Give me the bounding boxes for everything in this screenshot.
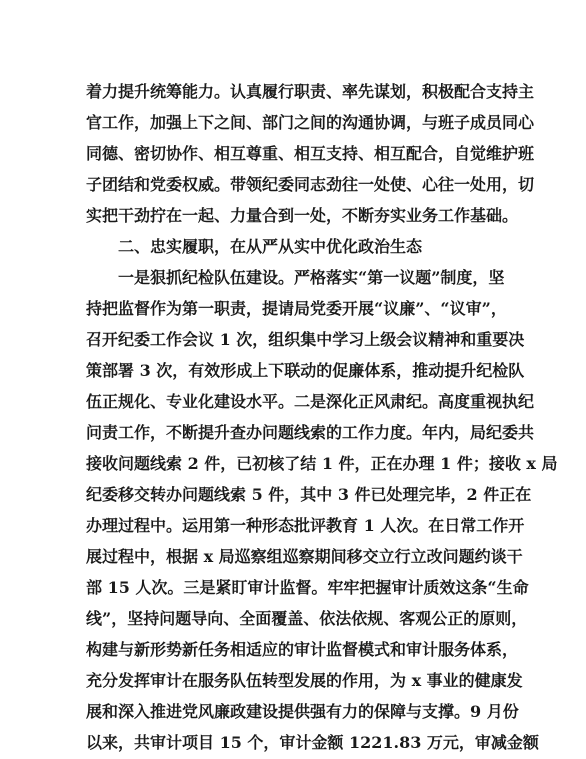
paragraph-1-line-5: 实把干劲拧在一起、力量合到一处，不断夯实业务工作基础。 [86, 206, 519, 225]
paragraph-1-line-2: 官工作，加强上下之间、部门之间的沟通协调，与班子成员同心 [86, 113, 535, 132]
paragraph-2-line-12: 线”，坚持问题导向、全面覆盖、依法依规、客观公正的原则， [86, 609, 528, 628]
paragraph-1-line-3: 同德、密切协作、相互尊重、相互支持、相互配合，自觉维护班 [86, 144, 535, 163]
paragraph-2-line-7: 接收问题线索 2 件，已初核了结 1 件，正在办理 1 件；接收 x 局 [86, 454, 558, 473]
paragraph-2-line-10: 展过程中，根据 x 局巡察组巡察期间移交立行立改问题约谈干 [86, 547, 523, 566]
paragraph-2-line-15: 展和深入推进党风廉政建设提供强有力的保障与支撑。9 月份 [86, 702, 519, 721]
paragraph-2-line-16: 以来，共审计项目 15 个，审计金额 1221.83 万元，审减金额 [86, 733, 539, 752]
paragraph-1-line-4: 子团结和党委权威。带领纪委同志劲往一处使、心往一处用，切 [86, 175, 535, 194]
paragraph-2-line-13: 构建与新形势新任务相适应的审计监督模式和审计服务体系， [86, 640, 519, 659]
paragraph-2-line-14: 充分发挥审计在服务队伍转型发展的作用，为 x 事业的健康发 [86, 671, 523, 690]
section-heading: 二、忠实履职，在从严从实中优化政治生态 [118, 237, 423, 256]
paragraph-2-line-6: 问责工作，不断提升查办问题线索的工作力度。年内，局纪委共 [86, 423, 535, 442]
paragraph-2-line-2: 持把监督作为第一职责，提请局党委开展“议廉”、“议审”， [86, 299, 507, 318]
paragraph-1-line-1: 着力提升统筹能力。认真履行职责、率先谋划，积极配合支持主 [86, 82, 535, 101]
paragraph-2-line-4: 策部署 3 次，有效形成上下联动的促廉体系，推动提升纪检队 [86, 361, 525, 380]
paragraph-2-line-5: 伍正规化、专业化建设水平。二是深化正风肃纪。高度重视执纪 [86, 392, 535, 411]
paragraph-2-line-1: 一是狠抓纪检队伍建设。严格落实“第一议题”制度，坚 [118, 268, 505, 287]
paragraph-2-line-9: 办理过程中。运用第一种形态批评教育 1 人次。在日常工作开 [86, 516, 525, 535]
paragraph-2-line-3: 召开纪委工作会议 1 次，组织集中学习上级会议精神和重要决 [86, 330, 525, 349]
paragraph-2-line-11: 部 15 人次。三是紧盯审计监督。牢牢把握审计质效这条“生命 [86, 578, 529, 597]
paragraph-2-line-8: 纪委移交转办问题线索 5 件，其中 3 件已处理完毕，2 件正在 [86, 485, 532, 504]
